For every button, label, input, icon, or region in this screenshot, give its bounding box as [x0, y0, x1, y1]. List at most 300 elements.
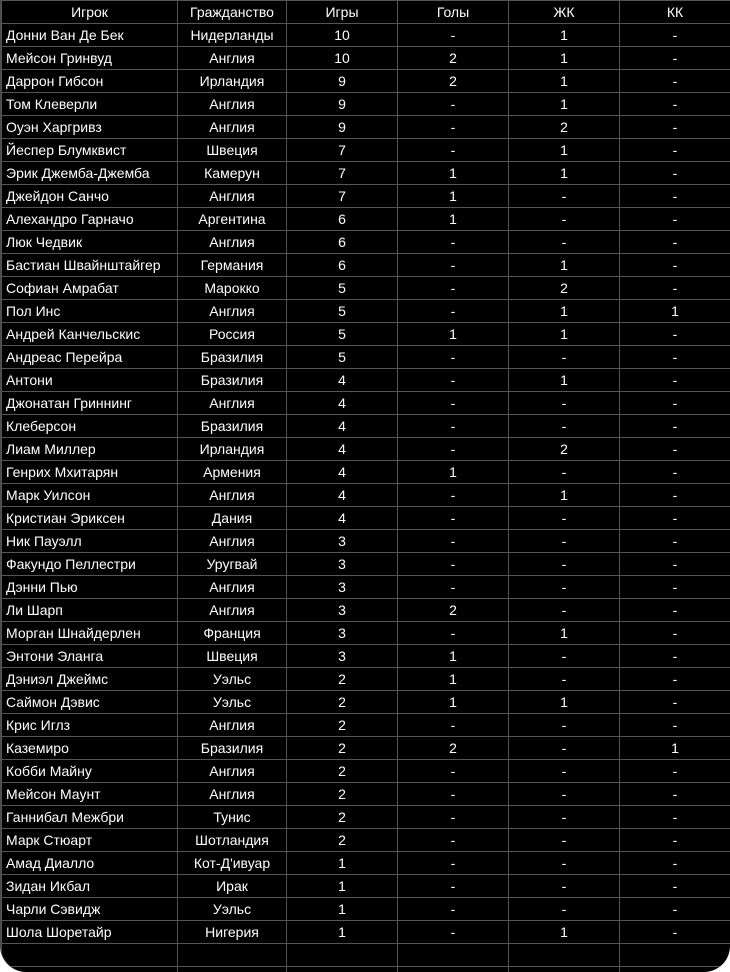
cell-red-cards: - — [620, 714, 730, 737]
cell-red-cards: - — [620, 116, 730, 139]
cell-games: 5 — [287, 277, 398, 300]
cell-games: 4 — [287, 415, 398, 438]
cell-yellow-cards: - — [509, 553, 620, 576]
cell-player-name: Крис Иглз — [2, 714, 178, 737]
cell-nationality: Ирландия — [178, 70, 287, 93]
cell-games: 5 — [287, 346, 398, 369]
cell-goals: - — [398, 553, 509, 576]
empty-row — [2, 944, 730, 967]
cell-goals: 1 — [398, 645, 509, 668]
cell-games: 6 — [287, 231, 398, 254]
cell-red-cards: - — [620, 254, 730, 277]
cell-games: 6 — [287, 208, 398, 231]
cell-nationality: Ирак — [178, 875, 287, 898]
empty-cell — [178, 944, 287, 967]
table-row — [2, 760, 730, 783]
cell-nationality: Англия — [178, 185, 287, 208]
cell-goals: - — [398, 875, 509, 898]
cell-goals: - — [398, 277, 509, 300]
cell-nationality: Швеция — [178, 139, 287, 162]
cell-yellow-cards: 1 — [509, 162, 620, 185]
cell-goals: - — [398, 921, 509, 944]
cell-games: 3 — [287, 622, 398, 645]
header-games: Игры — [287, 1, 398, 24]
cell-games: 9 — [287, 70, 398, 93]
cell-yellow-cards: 2 — [509, 438, 620, 461]
empty-cell — [620, 967, 730, 972]
cell-games: 1 — [287, 875, 398, 898]
cell-goals: - — [398, 806, 509, 829]
table-row — [2, 369, 730, 392]
cell-goals: - — [398, 852, 509, 875]
table-row — [2, 875, 730, 898]
table-row — [2, 323, 730, 346]
cell-nationality: Франция — [178, 622, 287, 645]
cell-nationality: Англия — [178, 783, 287, 806]
cell-goals: - — [398, 507, 509, 530]
cell-goals: - — [398, 116, 509, 139]
table-row — [2, 783, 730, 806]
cell-goals: - — [398, 438, 509, 461]
cell-yellow-cards: - — [509, 576, 620, 599]
cell-nationality: Англия — [178, 300, 287, 323]
table-row — [2, 484, 730, 507]
table-row — [2, 392, 730, 415]
cell-goals: 1 — [398, 323, 509, 346]
cell-player-name: Мейсон Гринвуд — [2, 47, 178, 70]
cell-nationality: Англия — [178, 576, 287, 599]
cell-nationality: Шотландия — [178, 829, 287, 852]
empty-cell — [620, 944, 730, 967]
cell-goals: 1 — [398, 691, 509, 714]
cell-games: 4 — [287, 461, 398, 484]
cell-player-name: Энтони Эланга — [2, 645, 178, 668]
cell-player-name: Морган Шнайдерлен — [2, 622, 178, 645]
cell-player-name: Саймон Дэвис — [2, 691, 178, 714]
cell-nationality: Англия — [178, 530, 287, 553]
cell-player-name: Оуэн Харгривз — [2, 116, 178, 139]
cell-red-cards: - — [620, 392, 730, 415]
table-row — [2, 737, 730, 760]
cell-player-name: Антони — [2, 369, 178, 392]
table-row — [2, 507, 730, 530]
empty-cell — [509, 944, 620, 967]
cell-nationality: Германия — [178, 254, 287, 277]
cell-goals: - — [398, 346, 509, 369]
cell-yellow-cards: 1 — [509, 691, 620, 714]
cell-yellow-cards: - — [509, 760, 620, 783]
cell-goals: - — [398, 139, 509, 162]
cell-player-name: Люк Чедвик — [2, 231, 178, 254]
cell-player-name: Марк Стюарт — [2, 829, 178, 852]
empty-cell — [398, 944, 509, 967]
cell-nationality: Англия — [178, 714, 287, 737]
cell-yellow-cards: - — [509, 530, 620, 553]
cell-goals: 1 — [398, 461, 509, 484]
cell-games: 9 — [287, 93, 398, 116]
cell-games: 2 — [287, 668, 398, 691]
cell-nationality: Англия — [178, 599, 287, 622]
cell-goals: - — [398, 392, 509, 415]
table-row — [2, 24, 730, 47]
cell-games: 4 — [287, 438, 398, 461]
cell-nationality: Россия — [178, 323, 287, 346]
cell-nationality: Аргентина — [178, 208, 287, 231]
table-row — [2, 208, 730, 231]
cell-yellow-cards: - — [509, 231, 620, 254]
table-row — [2, 898, 730, 921]
cell-yellow-cards: 1 — [509, 300, 620, 323]
header-nationality: Гражданство — [178, 1, 287, 24]
table-row — [2, 415, 730, 438]
table-row — [2, 829, 730, 852]
cell-red-cards: - — [620, 691, 730, 714]
table-row — [2, 231, 730, 254]
cell-games: 5 — [287, 323, 398, 346]
cell-red-cards: - — [620, 668, 730, 691]
cell-player-name: Амад Диалло — [2, 852, 178, 875]
cell-yellow-cards: - — [509, 645, 620, 668]
cell-nationality: Бразилия — [178, 369, 287, 392]
cell-red-cards: - — [620, 507, 730, 530]
cell-goals: 1 — [398, 668, 509, 691]
cell-games: 7 — [287, 162, 398, 185]
table-row — [2, 668, 730, 691]
cell-yellow-cards: 1 — [509, 622, 620, 645]
cell-goals: 2 — [398, 599, 509, 622]
cell-red-cards: - — [620, 277, 730, 300]
cell-player-name: Джейдон Санчо — [2, 185, 178, 208]
cell-goals: 2 — [398, 47, 509, 70]
table-row — [2, 553, 730, 576]
empty-cell — [398, 967, 509, 972]
cell-nationality: Марокко — [178, 277, 287, 300]
cell-nationality: Кот-Д'ивуар — [178, 852, 287, 875]
cell-nationality: Англия — [178, 760, 287, 783]
table-row — [2, 185, 730, 208]
cell-goals: 1 — [398, 185, 509, 208]
cell-player-name: Йеспер Блумквист — [2, 139, 178, 162]
cell-nationality: Англия — [178, 484, 287, 507]
cell-red-cards: - — [620, 231, 730, 254]
cell-yellow-cards: - — [509, 346, 620, 369]
header-row — [2, 1, 730, 24]
cell-red-cards: - — [620, 553, 730, 576]
empty-cell — [509, 967, 620, 972]
cell-red-cards: - — [620, 760, 730, 783]
cell-red-cards: - — [620, 484, 730, 507]
table-row — [2, 461, 730, 484]
empty-cell — [287, 967, 398, 972]
cell-nationality: Армения — [178, 461, 287, 484]
cell-games: 3 — [287, 599, 398, 622]
cell-goals: 2 — [398, 70, 509, 93]
cell-yellow-cards: 2 — [509, 116, 620, 139]
cell-player-name: Зидан Икбал — [2, 875, 178, 898]
cell-nationality: Уэльс — [178, 898, 287, 921]
cell-yellow-cards: - — [509, 392, 620, 415]
cell-red-cards: - — [620, 622, 730, 645]
cell-goals: - — [398, 760, 509, 783]
cell-red-cards: - — [620, 185, 730, 208]
table-row — [2, 93, 730, 116]
cell-red-cards: - — [620, 576, 730, 599]
cell-nationality: Бразилия — [178, 415, 287, 438]
cell-red-cards: - — [620, 645, 730, 668]
cell-games: 10 — [287, 24, 398, 47]
table-row — [2, 852, 730, 875]
cell-games: 7 — [287, 139, 398, 162]
cell-goals: - — [398, 231, 509, 254]
cell-games: 3 — [287, 553, 398, 576]
cell-player-name: Лиам Миллер — [2, 438, 178, 461]
cell-games: 2 — [287, 737, 398, 760]
cell-yellow-cards: 1 — [509, 139, 620, 162]
cell-games: 4 — [287, 507, 398, 530]
table-body — [2, 24, 730, 972]
cell-nationality: Англия — [178, 116, 287, 139]
header-player: Игрок — [2, 1, 178, 24]
cell-games: 2 — [287, 829, 398, 852]
empty-cell — [2, 967, 178, 972]
cell-goals: - — [398, 898, 509, 921]
cell-player-name: Марк Уилсон — [2, 484, 178, 507]
cell-player-name: Андреас Перейра — [2, 346, 178, 369]
table-row — [2, 300, 730, 323]
cell-red-cards: - — [620, 70, 730, 93]
cell-player-name: Мейсон Маунт — [2, 783, 178, 806]
cell-games: 2 — [287, 714, 398, 737]
cell-red-cards: - — [620, 461, 730, 484]
cell-red-cards: - — [620, 346, 730, 369]
table-row — [2, 530, 730, 553]
cell-red-cards: - — [620, 323, 730, 346]
cell-red-cards: 1 — [620, 737, 730, 760]
cell-yellow-cards: - — [509, 185, 620, 208]
cell-goals: - — [398, 622, 509, 645]
cell-player-name: Пол Инс — [2, 300, 178, 323]
cell-games: 3 — [287, 530, 398, 553]
table-row — [2, 645, 730, 668]
header-yellow-cards: ЖК — [509, 1, 620, 24]
cell-player-name: Ли Шарп — [2, 599, 178, 622]
cell-games: 2 — [287, 691, 398, 714]
cell-games: 4 — [287, 484, 398, 507]
cell-games: 4 — [287, 369, 398, 392]
cell-yellow-cards: 1 — [509, 70, 620, 93]
cell-goals: - — [398, 576, 509, 599]
cell-red-cards: - — [620, 806, 730, 829]
cell-yellow-cards: - — [509, 208, 620, 231]
table-row — [2, 806, 730, 829]
cell-yellow-cards: - — [509, 507, 620, 530]
header-red-cards: КК — [620, 1, 730, 24]
cell-red-cards: - — [620, 829, 730, 852]
table-row — [2, 139, 730, 162]
cell-nationality: Бразилия — [178, 346, 287, 369]
cell-red-cards: - — [620, 875, 730, 898]
cell-yellow-cards: 1 — [509, 254, 620, 277]
player-stats-table — [1, 0, 730, 972]
header-goals: Голы — [398, 1, 509, 24]
cell-player-name: Алехандро Гарначо — [2, 208, 178, 231]
table-row — [2, 714, 730, 737]
cell-yellow-cards: - — [509, 898, 620, 921]
cell-red-cards: - — [620, 162, 730, 185]
cell-games: 5 — [287, 300, 398, 323]
table-row — [2, 691, 730, 714]
cell-red-cards: - — [620, 139, 730, 162]
cell-games: 7 — [287, 185, 398, 208]
cell-goals: - — [398, 300, 509, 323]
cell-goals: - — [398, 829, 509, 852]
cell-games: 1 — [287, 921, 398, 944]
table-row — [2, 70, 730, 93]
cell-player-name: Кобби Майну — [2, 760, 178, 783]
table-row — [2, 346, 730, 369]
cell-red-cards: - — [620, 93, 730, 116]
cell-nationality: Нигерия — [178, 921, 287, 944]
cell-yellow-cards: 1 — [509, 323, 620, 346]
cell-yellow-cards: - — [509, 415, 620, 438]
cell-games: 2 — [287, 760, 398, 783]
cell-games: 6 — [287, 254, 398, 277]
cell-games: 2 — [287, 806, 398, 829]
cell-player-name: Даррон Гибсон — [2, 70, 178, 93]
cell-yellow-cards: 1 — [509, 24, 620, 47]
cell-goals: 2 — [398, 737, 509, 760]
cell-player-name: Шола Шоретайр — [2, 921, 178, 944]
cell-goals: - — [398, 369, 509, 392]
cell-yellow-cards: - — [509, 737, 620, 760]
empty-cell — [2, 944, 178, 967]
cell-nationality: Ирландия — [178, 438, 287, 461]
table-row — [2, 162, 730, 185]
cell-red-cards: - — [620, 47, 730, 70]
cell-yellow-cards: - — [509, 875, 620, 898]
cell-goals: - — [398, 24, 509, 47]
table-row — [2, 599, 730, 622]
cell-nationality: Бразилия — [178, 737, 287, 760]
cell-games: 4 — [287, 392, 398, 415]
cell-player-name: Генрих Мхитарян — [2, 461, 178, 484]
cell-games: 2 — [287, 783, 398, 806]
cell-goals: - — [398, 484, 509, 507]
table-row — [2, 576, 730, 599]
cell-player-name: Андрей Канчельскис — [2, 323, 178, 346]
cell-player-name: Дэнни Пью — [2, 576, 178, 599]
cell-red-cards: - — [620, 898, 730, 921]
cell-games: 9 — [287, 116, 398, 139]
cell-nationality: Уругвай — [178, 553, 287, 576]
cell-games: 1 — [287, 852, 398, 875]
cell-player-name: Факундо Пеллестри — [2, 553, 178, 576]
cell-red-cards: - — [620, 415, 730, 438]
cell-player-name: Ник Пауэлл — [2, 530, 178, 553]
cell-nationality: Тунис — [178, 806, 287, 829]
cell-yellow-cards: 1 — [509, 921, 620, 944]
cell-nationality: Нидерланды — [178, 24, 287, 47]
empty-cell — [287, 944, 398, 967]
cell-yellow-cards: - — [509, 461, 620, 484]
cell-games: 10 — [287, 47, 398, 70]
cell-yellow-cards: - — [509, 806, 620, 829]
cell-goals: 1 — [398, 208, 509, 231]
cell-red-cards: - — [620, 783, 730, 806]
empty-cell — [178, 967, 287, 972]
empty-row — [2, 967, 730, 972]
cell-red-cards: - — [620, 369, 730, 392]
cell-player-name: Бастиан Швайнштайгер — [2, 254, 178, 277]
cell-nationality: Дания — [178, 507, 287, 530]
cell-yellow-cards: 1 — [509, 484, 620, 507]
cell-nationality: Англия — [178, 93, 287, 116]
table-row — [2, 622, 730, 645]
cell-red-cards: - — [620, 208, 730, 231]
cell-yellow-cards: 1 — [509, 47, 620, 70]
cell-goals: - — [398, 783, 509, 806]
cell-player-name: Донни Ван Де Бек — [2, 24, 178, 47]
cell-nationality: Камерун — [178, 162, 287, 185]
cell-goals: 1 — [398, 162, 509, 185]
cell-yellow-cards: - — [509, 668, 620, 691]
cell-yellow-cards: - — [509, 829, 620, 852]
cell-yellow-cards: - — [509, 714, 620, 737]
cell-red-cards: - — [620, 24, 730, 47]
cell-goals: - — [398, 714, 509, 737]
cell-player-name: Эрик Джемба-Джемба — [2, 162, 178, 185]
cell-player-name: Джонатан Гриннинг — [2, 392, 178, 415]
cell-yellow-cards: 2 — [509, 277, 620, 300]
table-row — [2, 47, 730, 70]
table-row — [2, 921, 730, 944]
cell-games: 1 — [287, 898, 398, 921]
cell-goals: - — [398, 93, 509, 116]
cell-yellow-cards: 1 — [509, 93, 620, 116]
cell-player-name: Софиан Амрабат — [2, 277, 178, 300]
cell-red-cards: - — [620, 921, 730, 944]
cell-red-cards: - — [620, 530, 730, 553]
cell-nationality: Уэльс — [178, 691, 287, 714]
table-row — [2, 277, 730, 300]
cell-nationality: Англия — [178, 47, 287, 70]
cell-yellow-cards: - — [509, 783, 620, 806]
cell-goals: - — [398, 530, 509, 553]
cell-player-name: Каземиро — [2, 737, 178, 760]
cell-red-cards: - — [620, 599, 730, 622]
cell-yellow-cards: - — [509, 852, 620, 875]
cell-red-cards: - — [620, 438, 730, 461]
cell-yellow-cards: - — [509, 599, 620, 622]
cell-nationality: Швеция — [178, 645, 287, 668]
cell-red-cards: 1 — [620, 300, 730, 323]
table-row — [2, 254, 730, 277]
cell-goals: - — [398, 254, 509, 277]
cell-player-name: Чарли Сэвидж — [2, 898, 178, 921]
cell-player-name: Кристиан Эриксен — [2, 507, 178, 530]
cell-yellow-cards: 1 — [509, 369, 620, 392]
cell-goals: - — [398, 415, 509, 438]
cell-nationality: Англия — [178, 392, 287, 415]
cell-nationality: Англия — [178, 231, 287, 254]
cell-player-name: Клеберсон — [2, 415, 178, 438]
cell-red-cards: - — [620, 852, 730, 875]
cell-games: 3 — [287, 576, 398, 599]
table-row — [2, 438, 730, 461]
cell-player-name: Дэниэл Джеймс — [2, 668, 178, 691]
cell-games: 3 — [287, 645, 398, 668]
cell-player-name: Том Клеверли — [2, 93, 178, 116]
